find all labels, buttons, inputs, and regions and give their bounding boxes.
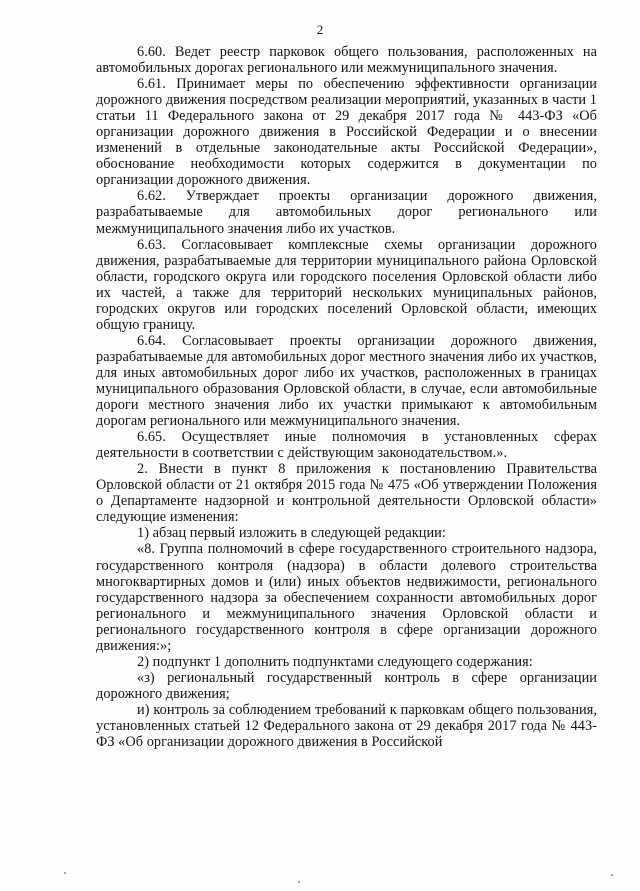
paragraph-6-65: 6.65. Осуществляет иные полномочия в установленных сферах деятельности в соответствии с действующим законодательством.». (96, 429, 597, 462)
paragraph-6-60: 6.60. Ведет реестр парковок общего пользования, расположенных на автомобильных дорогах регионального или межмуниципального значения. (96, 44, 597, 77)
paragraph-6-61: 6.61. Принимает меры по обеспечению эффективности организации дорожного движения посредством реализации мероприятий, указанных в части 1 статьи 11 Федерального закона от 29 декабря 2017 года № 443-ФЗ «Об организации дорожного движения в Российской Федерации и о внесении изменений в отдельные законодательные акты Российской Федерации», обоснование необходимости которых содержится в документации по организации дорожного движения. (96, 76, 597, 189)
document-body (96, 44, 597, 750)
scan-speck (298, 881, 300, 883)
paragraph-6-62: 6.62. Утверждает проекты организации дорожного движения, разрабатываемые для автомобильных дорог регионального или межмуниципального значения либо их участков. (96, 188, 597, 237)
paragraph-quote-8: «8. Группа полномочий в сфере государственного строительного надзора, государственного контроля (надзора) в области долевого строительства многоквартирных домов и (или) иных объектов недвижимости, регионального государственного надзора за обеспечением сохранности автомобильных дорог регионального и межмуниципального значения Орловской области и регионального государственного контроля в сфере организации дорожного движения:»; (96, 541, 597, 654)
paragraph-subitem-1: 1) абзац первый изложить в следующей редакции: (137, 525, 446, 542)
paragraph-item-2: 2. Внести в пункт 8 приложения к постановлению Правительства Орловской области от 21 октября 2015 года № 475 «Об утверждении Положения о Департаменте надзорной и контрольной деятельности Орловской области» следующие изменения: (96, 461, 597, 526)
scan-speck (611, 874, 613, 876)
paragraph-subitem-2: 2) подпункт 1 дополнить подпунктами следующего содержания: (137, 653, 533, 670)
paragraph-quote-i: и) контроль за соблюдением требований к парковкам общего пользования, установленных статьей 12 Федерального закона от 29 декабря 2017 года № 443-ФЗ «Об организации дорожного движения в Российской (96, 701, 597, 751)
paragraph-6-63: 6.63. Согласовывает комплексные схемы организации дорожного движения, разрабатываемые для территории муниципального района Орловской области, городского округа или городского поселения Орловской области либо их частей, а также для территорий нескольких муниципальных районов, городских округов или городских поселений Орловской области, имеющих общую границу. (96, 236, 597, 333)
paragraph-quote-z: «з) региональный государственный контроль в сфере организации дорожного движения; (96, 669, 597, 702)
page-number: 2 (316, 22, 324, 37)
scan-speck (64, 872, 66, 874)
paragraph-6-64: 6.64. Согласовывает проекты организации дорожного движения, разрабатываемые для автомобильных дорог местного значения либо их участков, для иных автомобильных дорог либо их участков, расположенных в границах муниципального образования Орловской области, в случае, если автомобильные дороги местного значения либо их участки примыкают к автомобильным дорогам регионального или межмуниципального значения. (96, 332, 597, 430)
